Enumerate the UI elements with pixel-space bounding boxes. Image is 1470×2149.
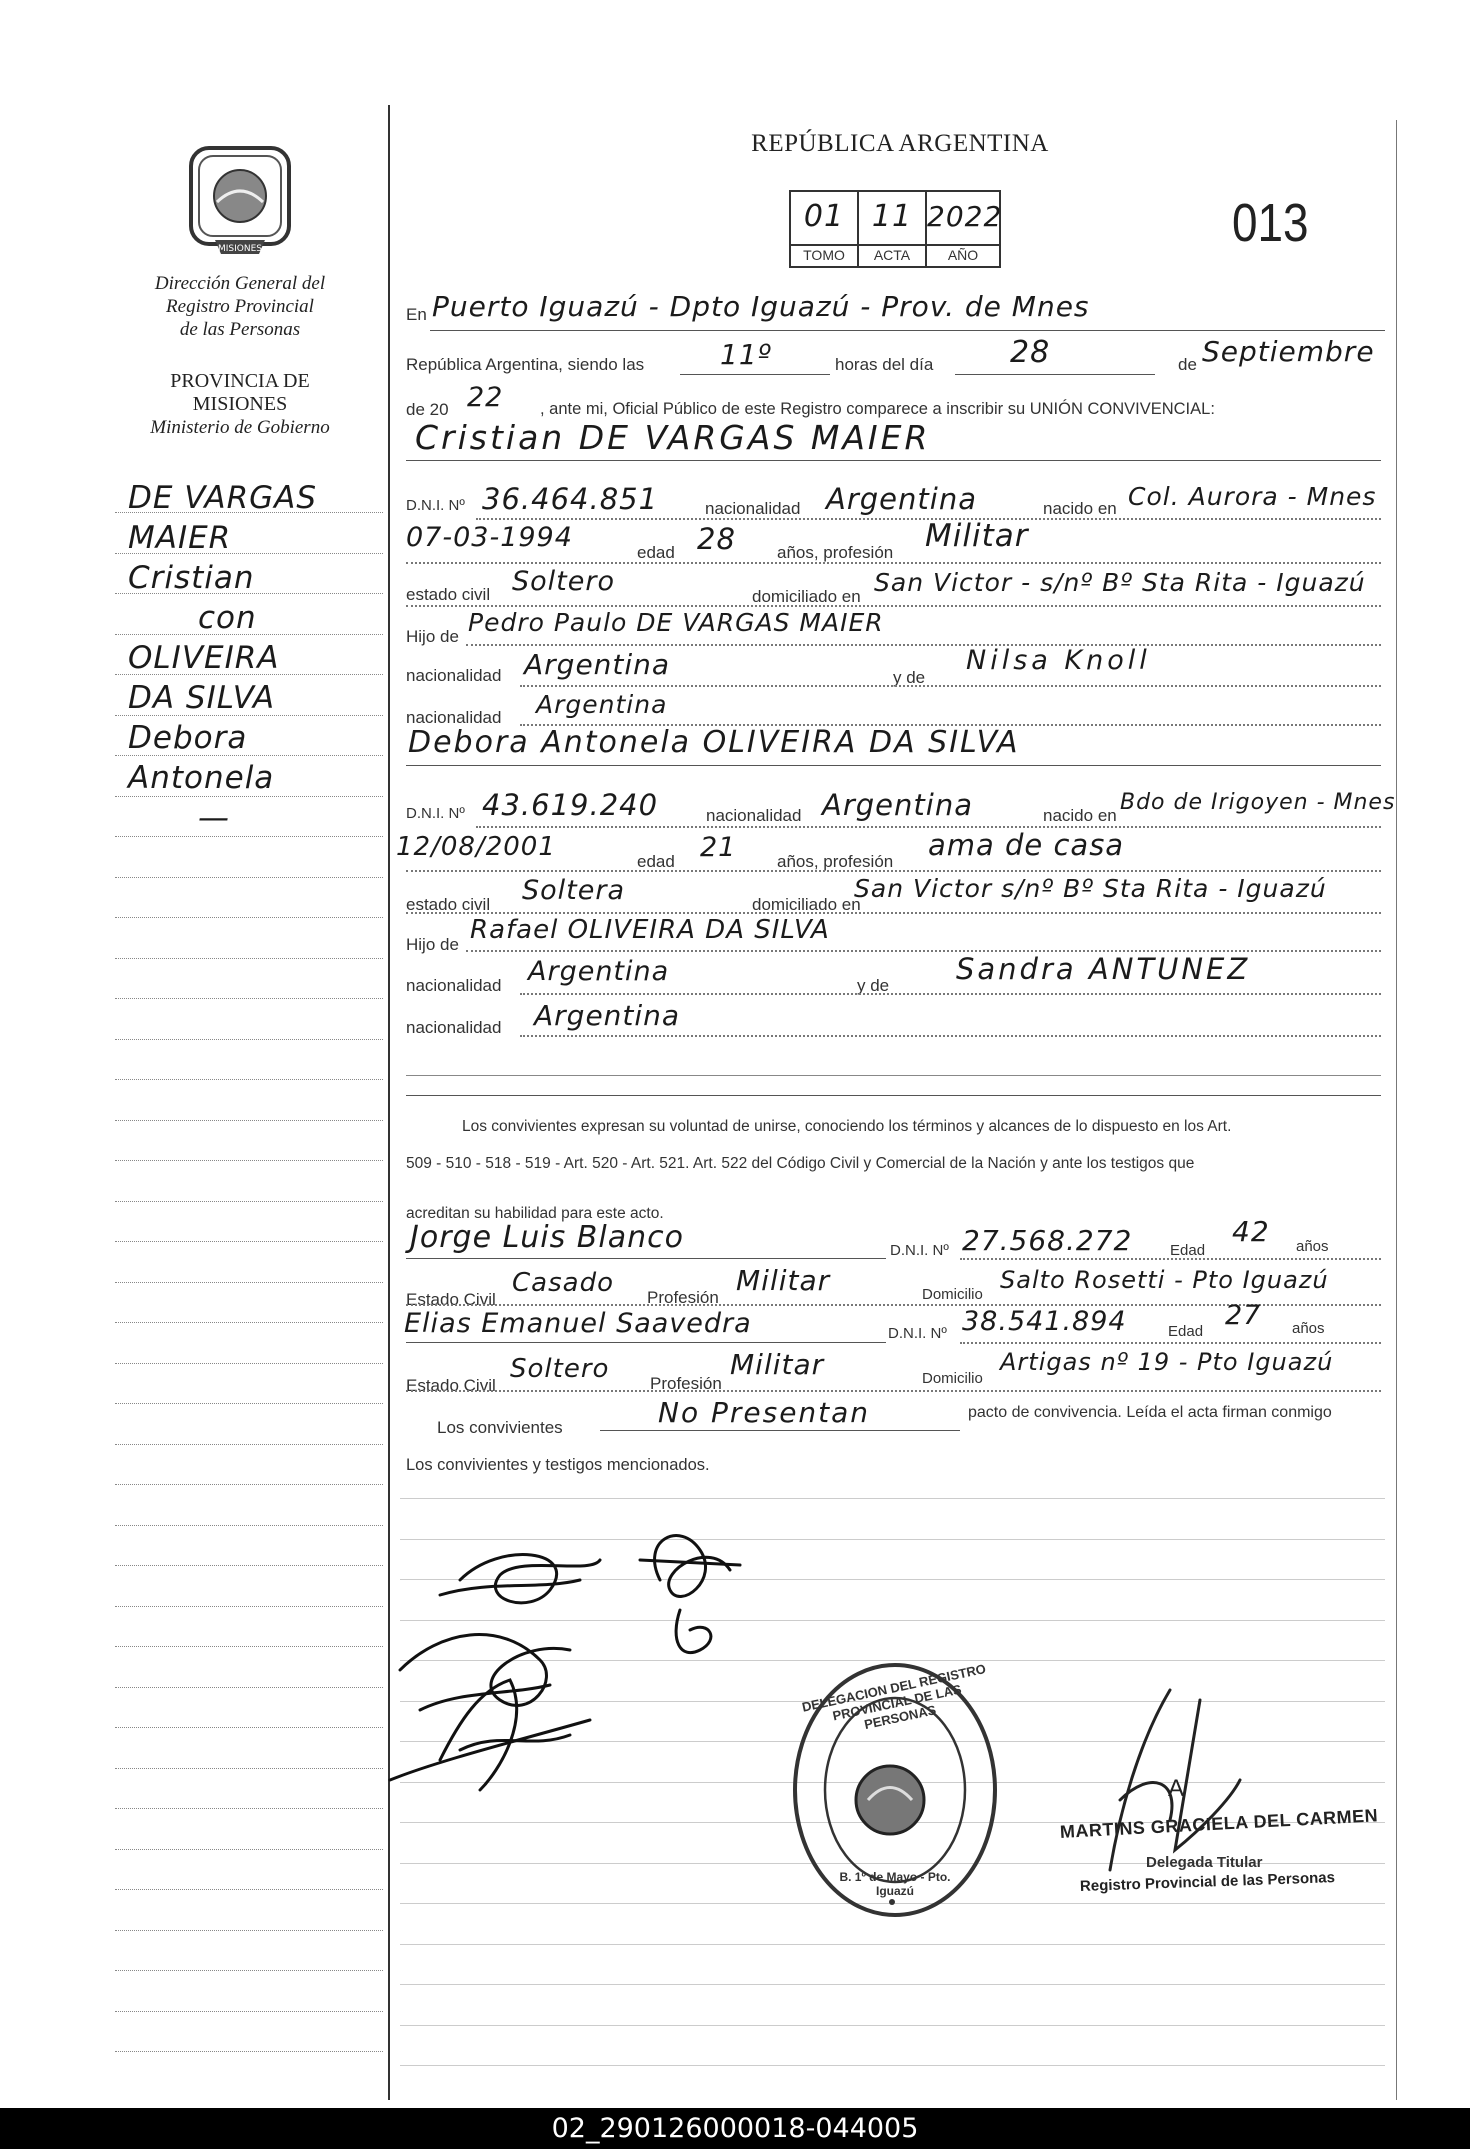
margin-note-line: con bbox=[198, 600, 257, 636]
acta-label-box bbox=[857, 244, 927, 268]
ruled-line bbox=[115, 1403, 383, 1404]
margin-note-line: MAIER bbox=[128, 520, 232, 556]
p1-estado-value: Soltero bbox=[512, 566, 615, 597]
p1-nac-value: Argentina bbox=[826, 482, 977, 516]
document-code: 02_290126000018-044005 bbox=[551, 2113, 919, 2144]
w2-estado-label: Estado Civil bbox=[406, 1376, 496, 1395]
province-line-2: MISIONES bbox=[192, 393, 288, 415]
w2-prof-value: Militar bbox=[730, 1348, 825, 1381]
ruled-line bbox=[115, 877, 383, 878]
agency-line-2: Registro Provincial bbox=[166, 296, 314, 317]
anio-value: 2022 bbox=[925, 190, 1001, 246]
p1-hijo-label: Hijo de bbox=[406, 627, 459, 646]
p1-birthplace-value: Col. Aurora - Mnes bbox=[1128, 482, 1377, 511]
ruled-line bbox=[115, 1687, 383, 1688]
w1-edad-label: Edad bbox=[1170, 1242, 1206, 1259]
ruled-line bbox=[115, 1039, 383, 1040]
ruled-line bbox=[115, 1889, 383, 1890]
year-label: de 20 bbox=[406, 400, 449, 419]
p1-nac-padre-value: Argentina bbox=[524, 648, 671, 681]
ruled-line bbox=[115, 1201, 383, 1202]
tomo-label-box bbox=[789, 244, 859, 268]
pact-label: Los convivientes bbox=[437, 1418, 563, 1437]
rep-label: República Argentina, siendo las bbox=[406, 355, 645, 374]
p1-prof-value: Militar bbox=[925, 518, 1029, 554]
intro-text: , ante mi, Oficial Público de este Registro comparece a inscribir su UNIÓN CONVIVENCIAL: bbox=[540, 400, 1215, 418]
w1-edad-value: 42 bbox=[1232, 1215, 1270, 1248]
ruled-line bbox=[115, 917, 383, 918]
p2-dni-value: 43.619.240 bbox=[482, 788, 659, 822]
closing-text: Los convivientes y testigos mencionados. bbox=[406, 1456, 710, 1474]
signatures-graphic bbox=[380, 1520, 800, 1820]
ruled-line bbox=[115, 2011, 383, 2012]
p2-nac-padre-label: nacionalidad bbox=[406, 976, 502, 995]
w1-estado-value: Casado bbox=[512, 1268, 614, 1298]
p1-nac-padre-label: nacionalidad bbox=[406, 666, 502, 685]
p2-nac-madre-value: Argentina bbox=[534, 999, 681, 1032]
year-value: 22 bbox=[467, 382, 504, 413]
margin-note-line: — bbox=[198, 800, 230, 836]
ruled-line bbox=[115, 796, 383, 797]
p2-nacido-label: nacido en bbox=[1043, 806, 1117, 825]
p1-yde-label: y de bbox=[893, 668, 926, 687]
month-value: Septiembre bbox=[1202, 335, 1375, 368]
official-name: MARTINS GRACIELA DEL CARMEN bbox=[1059, 1805, 1379, 1842]
w2-estado-value: Soltero bbox=[510, 1354, 610, 1384]
w2-dom-label: Domicilio bbox=[922, 1370, 983, 1387]
place-value: Puerto Iguazú - Dpto Iguazú - Prov. de Mnes bbox=[432, 290, 1090, 323]
p2-nac-padre-value: Argentina bbox=[528, 956, 670, 987]
p2-prof-value: ama de casa bbox=[928, 828, 1125, 862]
p2-edad-value: 21 bbox=[700, 832, 737, 863]
margin-note-line: Debora bbox=[128, 720, 248, 756]
w2-prof-label: Profesión bbox=[650, 1374, 722, 1393]
ruled-line bbox=[400, 1498, 1385, 1499]
agency-line-3: de las Personas bbox=[179, 319, 301, 340]
record-number: 013 bbox=[1232, 193, 1309, 253]
margin-note-line: DA SILVA bbox=[128, 680, 276, 716]
p2-yde-label: y de bbox=[857, 976, 890, 995]
ruled-line bbox=[400, 1984, 1385, 1985]
ruled-line bbox=[115, 1768, 383, 1769]
ruled-line bbox=[115, 1606, 383, 1607]
w1-estado-label: Estado Civil bbox=[406, 1290, 496, 1309]
ruled-line bbox=[115, 1484, 383, 1485]
ruled-line bbox=[115, 1363, 383, 1364]
ruled-line bbox=[115, 998, 383, 999]
body-line-3: acreditan su habilidad para este acto. bbox=[406, 1205, 664, 1222]
ruled-line bbox=[400, 1944, 1385, 1945]
province-line-1: PROVINCIA DE bbox=[170, 370, 310, 392]
p2-madre-value: Sandra ANTUNEZ bbox=[956, 952, 1251, 986]
ruled-line bbox=[115, 1120, 383, 1121]
ruled-line bbox=[115, 553, 383, 554]
p1-dom-label: domiciliado en bbox=[752, 587, 861, 606]
ruled-line bbox=[115, 1727, 383, 1728]
w1-name: Jorge Luis Blanco bbox=[410, 1220, 684, 1255]
ruled-line bbox=[115, 1525, 383, 1526]
ruled-line bbox=[115, 1444, 383, 1445]
p1-nacido-label: nacido en bbox=[1043, 499, 1117, 518]
p1-edad-label: edad bbox=[637, 543, 675, 562]
ruled-line bbox=[115, 593, 383, 594]
w2-dni-value: 38.541.894 bbox=[962, 1306, 1127, 1337]
w2-anos-label: años bbox=[1292, 1320, 1325, 1337]
ruled-line bbox=[115, 1241, 383, 1242]
body-line-2: 509 - 510 - 518 - 519 - Art. 520 - Art. 521. Art. 522 del Código Civil y Comercial de la Nación y ante los testigos que bbox=[406, 1155, 1195, 1172]
w1-anos-label: años bbox=[1296, 1238, 1329, 1255]
stamp-outer-text: DELEGACION DEL REGISTRO PROVINCIAL DE LAS PERSONAS bbox=[800, 1660, 988, 1733]
ruled-line bbox=[115, 836, 383, 837]
ruled-line bbox=[115, 1079, 383, 1080]
p1-prof-label: años, profesión bbox=[777, 543, 894, 562]
hour-value: 11º bbox=[720, 338, 772, 371]
country-title: REPÚBLICA ARGENTINA bbox=[751, 130, 1049, 157]
tomo-value: 01 bbox=[789, 190, 859, 246]
ruled-line bbox=[115, 1282, 383, 1283]
official-title: Delegada Titular bbox=[1146, 1854, 1263, 1871]
p2-nac-madre-label: nacionalidad bbox=[406, 1018, 502, 1037]
ruled-line bbox=[400, 2025, 1385, 2026]
footer-bar bbox=[0, 2108, 1470, 2149]
w1-prof-label: Profesión bbox=[647, 1288, 719, 1307]
w1-prof-value: Militar bbox=[736, 1264, 831, 1297]
ruled-line bbox=[400, 2065, 1385, 2066]
p1-nac-label: nacionalidad bbox=[705, 499, 801, 518]
margin-note-line: DE VARGAS bbox=[128, 480, 318, 516]
official-initials: A bbox=[1168, 1775, 1185, 1802]
misiones-crest-icon bbox=[185, 140, 295, 260]
official-office: Registro Provincial de las Personas bbox=[1079, 1869, 1336, 1895]
ruled-line bbox=[115, 755, 383, 756]
ruled-line bbox=[115, 634, 383, 635]
p2-padre-value: Rafael OLIVEIRA DA SILVA bbox=[470, 915, 830, 945]
p1-padre-value: Pedro Paulo DE VARGAS MAIER bbox=[468, 608, 884, 637]
p2-dni-label: D.N.I. Nº bbox=[406, 805, 465, 822]
ruled-line bbox=[115, 1160, 383, 1161]
pact-value: No Presentan bbox=[658, 1396, 871, 1429]
w1-dom-value: Salto Rosetti - Pto Iguazú bbox=[1000, 1266, 1329, 1294]
de-label: de bbox=[1178, 355, 1197, 374]
province-name bbox=[110, 370, 370, 439]
ruled-line bbox=[115, 958, 383, 959]
p1-edad-value: 28 bbox=[697, 522, 736, 556]
w2-name: Elias Emanuel Saavedra bbox=[404, 1308, 752, 1339]
person1-name: Cristian DE VARGAS MAIER bbox=[415, 418, 931, 457]
p2-nac-label: nacionalidad bbox=[706, 806, 802, 825]
ruled-line bbox=[115, 1808, 383, 1809]
w2-dom-value: Artigas nº 19 - Pto Iguazú bbox=[1000, 1348, 1334, 1376]
horas-label: horas del día bbox=[835, 355, 934, 374]
p2-edad-label: edad bbox=[637, 852, 675, 871]
acta-label: ACTA bbox=[873, 247, 911, 263]
ruled-line bbox=[115, 715, 383, 716]
p2-dom-value: San Victor s/nº Bº Sta Rita - Iguazú bbox=[854, 874, 1327, 903]
ruled-line bbox=[115, 1565, 383, 1566]
stamp-inner-text: B. 1º de Mayo - Pto. Iguazú bbox=[839, 1870, 951, 1898]
tomo-label: TOMO bbox=[803, 247, 845, 263]
ruled-line bbox=[115, 2051, 383, 2052]
ruled-line bbox=[115, 1970, 383, 1971]
margin-note-line: OLIVEIRA bbox=[128, 640, 280, 676]
p2-birthplace-value: Bdo de Irigoyen - Mnes bbox=[1120, 790, 1396, 815]
stamp-text-area bbox=[780, 1640, 1010, 1940]
anio-label-box bbox=[925, 244, 1001, 268]
ruled-line bbox=[115, 1930, 383, 1931]
p2-nac-value: Argentina bbox=[822, 788, 973, 822]
p1-estado-label: estado civil bbox=[406, 585, 491, 604]
p2-prof-label: años, profesión bbox=[777, 852, 894, 871]
margin-note bbox=[128, 478, 317, 838]
p1-dom-value: San Victor - s/nº Bº Sta Rita - Iguazú bbox=[874, 568, 1366, 597]
p1-nac-madre-value: Argentina bbox=[536, 690, 668, 719]
pact-after-text: pacto de convivencia. Leída el acta firman conmigo bbox=[968, 1404, 1332, 1421]
p2-estado-value: Soltera bbox=[522, 875, 626, 906]
p1-nac-madre-label: nacionalidad bbox=[406, 708, 502, 727]
ruled-line bbox=[115, 512, 383, 513]
agency-name bbox=[110, 272, 370, 341]
p1-dni-label: D.N.I. Nº bbox=[406, 497, 465, 514]
en-label: En bbox=[406, 305, 427, 324]
w1-dni-value: 27.568.272 bbox=[962, 1224, 1133, 1257]
w1-dni-label: D.N.I. Nº bbox=[890, 1242, 949, 1259]
svg-text:MISIONES: MISIONES bbox=[217, 244, 263, 254]
w2-dni-label: D.N.I. Nº bbox=[888, 1325, 947, 1342]
w2-edad-value: 27 bbox=[1225, 1300, 1262, 1331]
p1-dni-value: 36.464.851 bbox=[482, 482, 659, 516]
p2-dom-label: domiciliado en bbox=[752, 895, 861, 914]
p2-estado-label: estado civil bbox=[406, 895, 491, 914]
agency-line-1: Dirección General del bbox=[154, 273, 326, 294]
p1-dob-value: 07-03-1994 bbox=[406, 522, 573, 553]
right-border bbox=[1396, 120, 1397, 2100]
ruled-line bbox=[115, 674, 383, 675]
w1-dom-label: Domicilio bbox=[922, 1286, 983, 1303]
p2-hijo-label: Hijo de bbox=[406, 935, 459, 954]
ruled-line bbox=[115, 1849, 383, 1850]
margin-note-line: Antonela bbox=[128, 760, 275, 796]
acta-value: 11 bbox=[857, 190, 927, 246]
body-line-1: Los convivientes expresan su voluntad de unirse, conociendo los términos y alcances de lo dispuesto en los Art. bbox=[462, 1118, 1232, 1135]
ministry-name: Ministerio de Gobierno bbox=[150, 417, 330, 438]
p2-dob-value: 12/08/2001 bbox=[396, 832, 556, 862]
ruled-line bbox=[115, 1322, 383, 1323]
p1-madre-value: Nilsa Knoll bbox=[966, 645, 1151, 676]
w2-edad-label: Edad bbox=[1168, 1323, 1204, 1340]
person2-name: Debora Antonela OLIVEIRA DA SILVA bbox=[408, 725, 1020, 760]
margin-note-line: Cristian bbox=[128, 560, 255, 596]
ruled-line bbox=[115, 1646, 383, 1647]
day-value: 28 bbox=[1010, 335, 1051, 370]
anio-label: AÑO bbox=[947, 247, 979, 263]
